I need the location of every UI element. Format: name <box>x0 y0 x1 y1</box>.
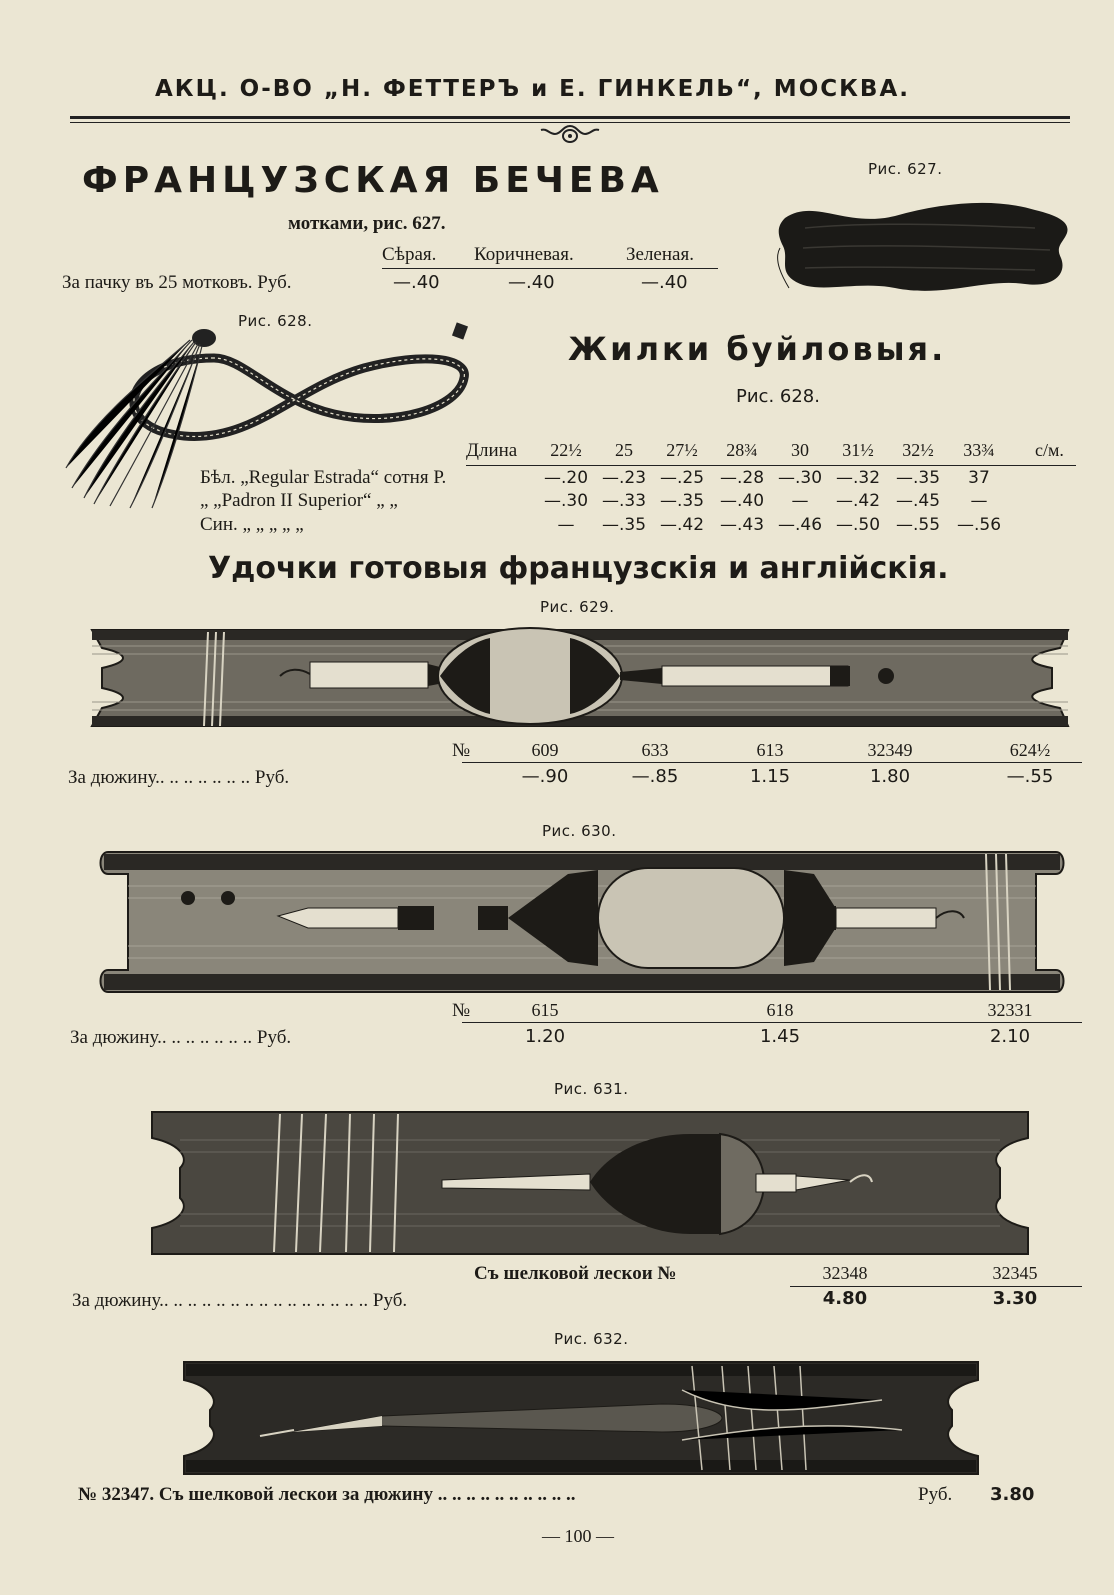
fig629-number-3: 613 <box>756 740 784 760</box>
gut-row-3-label: Син. „ „ „ „ „ <box>200 514 304 535</box>
fig629-numbers-underline <box>462 762 1082 763</box>
fig631-row-label: За дюжину.. .. .. .. .. .. .. .. .. .. .. .. .. .. .. Руб. <box>72 1290 408 1311</box>
gut-row-1-v5: —.30 <box>777 468 823 488</box>
section3-title: Удочки готовыя французскія и англійскія. <box>208 551 949 586</box>
length-label: Длина <box>466 440 518 461</box>
section1-color-brown: Коричневая. <box>474 244 574 265</box>
fig631-number-2: 32345 <box>992 1263 1038 1283</box>
gut-row-1-v7: —.35 <box>895 468 941 488</box>
gut-row-2-v7: —.45 <box>895 491 941 511</box>
fig629-row-label: За дюжину.. .. .. .. .. .. .. Руб. <box>68 767 290 788</box>
length-underline <box>466 465 1076 466</box>
length-2: 25 <box>615 440 633 460</box>
fig631-price-2: 3.30 <box>992 1288 1038 1309</box>
fig629-number-2: 633 <box>641 740 669 760</box>
fig631-no-label: Съ шелковой лескои № <box>474 1263 677 1284</box>
fig632-currency: Руб. <box>918 1484 953 1505</box>
length-8: 33¾ <box>963 440 995 460</box>
gut-row-3-v2: —.35 <box>601 515 647 535</box>
skein-illustration <box>775 188 1073 306</box>
length-7: 32½ <box>902 440 934 460</box>
gut-row-1-v6: —.32 <box>835 468 881 488</box>
float-winder-631 <box>150 1110 1030 1256</box>
gut-row-3-v6: —.50 <box>835 515 881 535</box>
fig629-price-1: —.90 <box>521 766 569 787</box>
section1-price-green: —.40 <box>641 272 688 293</box>
fig630-caption: Рис. 630. <box>542 822 617 840</box>
fig631-caption: Рис. 631. <box>554 1080 629 1098</box>
fig631-number-1: 32348 <box>822 1263 868 1283</box>
fig630-number-2: 618 <box>766 1000 794 1020</box>
fig630-price-3: 2.10 <box>989 1026 1031 1047</box>
gut-row-1-v1: —.20 <box>543 468 589 488</box>
length-unit: с/м. <box>1035 440 1064 460</box>
gut-row-3-v3: —.42 <box>659 515 705 535</box>
fig630-price-1: 1.20 <box>524 1026 566 1047</box>
section1-price-grey: —.40 <box>393 272 440 293</box>
fig629-price-4: 1.80 <box>869 766 911 787</box>
length-1: 22½ <box>550 440 582 460</box>
header-rule-top <box>70 116 1070 119</box>
fig629-number-1: 609 <box>531 740 559 760</box>
fig629-price-5: —.55 <box>1006 766 1054 787</box>
section1-color-green: Зеленая. <box>626 244 694 265</box>
page-number: — 100 — <box>542 1526 614 1546</box>
section1-color-grey: Сѣрая. <box>382 244 437 265</box>
fig632-price: 3.80 <box>990 1484 1035 1505</box>
gut-row-2-v6: —.42 <box>835 491 881 511</box>
fig630-price-2: 1.45 <box>759 1026 801 1047</box>
fig629-caption: Рис. 629. <box>540 598 615 616</box>
length-3: 27½ <box>666 440 698 460</box>
fig630-number-1: 615 <box>531 1000 559 1020</box>
length-6: 31½ <box>842 440 874 460</box>
gut-row-2-v8: — <box>970 491 988 511</box>
gut-row-1-v8: 37 <box>968 468 990 488</box>
float-winder-629 <box>90 624 1070 732</box>
gut-row-3-v8: —.56 <box>956 515 1002 535</box>
section1-row-label: За пачку въ 25 мотковъ. Руб. <box>62 272 292 293</box>
length-4: 28¾ <box>726 440 758 460</box>
gut-row-2-v4: —.40 <box>719 491 765 511</box>
fig629-number-4: 32349 <box>867 740 913 760</box>
fig628-caption-left: Рис. 628. <box>238 312 313 330</box>
length-5: 30 <box>791 440 809 460</box>
header-company: АКЦ. О-ВО „Н. ФЕТТЕРЪ и Е. ГИНКЕЛЬ“, МОСКВА. <box>155 76 910 102</box>
fig629-price-2: —.85 <box>631 766 679 787</box>
section2-title: Жилки буйловыя. <box>568 330 947 368</box>
gut-row-1-label: Бѣл. „Regular Estrada“ сотня Р. <box>200 467 447 488</box>
fig632-row-label: № 32347. Съ шелковой лескои за дюжину .. .. .. .. .. .. .. .. .. .. <box>78 1484 576 1505</box>
fig629-price-3: 1.15 <box>749 766 791 787</box>
gut-row-3-v1: — <box>557 515 575 535</box>
fig630-row-label: За дюжину.. .. .. .. .. .. .. Руб. <box>70 1027 292 1048</box>
fig631-numbers-underline <box>790 1286 1082 1287</box>
fig630-number-3: 32331 <box>987 1000 1033 1020</box>
gut-row-1-v2: —.23 <box>601 468 647 488</box>
fig630-no-label: № <box>452 1000 471 1021</box>
gut-row-1-v3: —.25 <box>659 468 705 488</box>
gut-row-3-v5: —.46 <box>777 515 823 535</box>
fig628-caption: Рис. 628. <box>736 386 820 407</box>
section1-subtitle: мотками, рис. 627. <box>288 213 446 234</box>
section1-price-brown: —.40 <box>508 272 555 293</box>
fig630-numbers-underline <box>462 1022 1082 1023</box>
gut-row-3-v4: —.43 <box>719 515 765 535</box>
ornament <box>535 122 605 146</box>
float-winder-630 <box>98 850 1066 998</box>
gut-row-3-v7: —.55 <box>895 515 941 535</box>
fig632-caption: Рис. 632. <box>554 1330 629 1348</box>
gut-row-2-v1: —.30 <box>543 491 589 511</box>
section1-title: ФРАНЦУЗСКАЯ БЕЧЕВА <box>82 160 664 201</box>
gut-row-2-v3: —.35 <box>659 491 705 511</box>
gut-row-2-label: „ „Padron II Superior“ „ „ <box>200 490 398 511</box>
fig629-no-label: № <box>452 740 471 761</box>
fig631-price-1: 4.80 <box>822 1288 868 1309</box>
float-winder-632 <box>182 1360 980 1476</box>
gut-row-1-v4: —.28 <box>719 468 765 488</box>
fig627-caption: Рис. 627. <box>868 160 943 178</box>
section1-colors-underline <box>382 268 718 269</box>
gut-row-2-v5: — <box>791 491 809 511</box>
fig629-number-5: 624½ <box>1009 740 1051 760</box>
gut-row-2-v2: —.33 <box>601 491 647 511</box>
